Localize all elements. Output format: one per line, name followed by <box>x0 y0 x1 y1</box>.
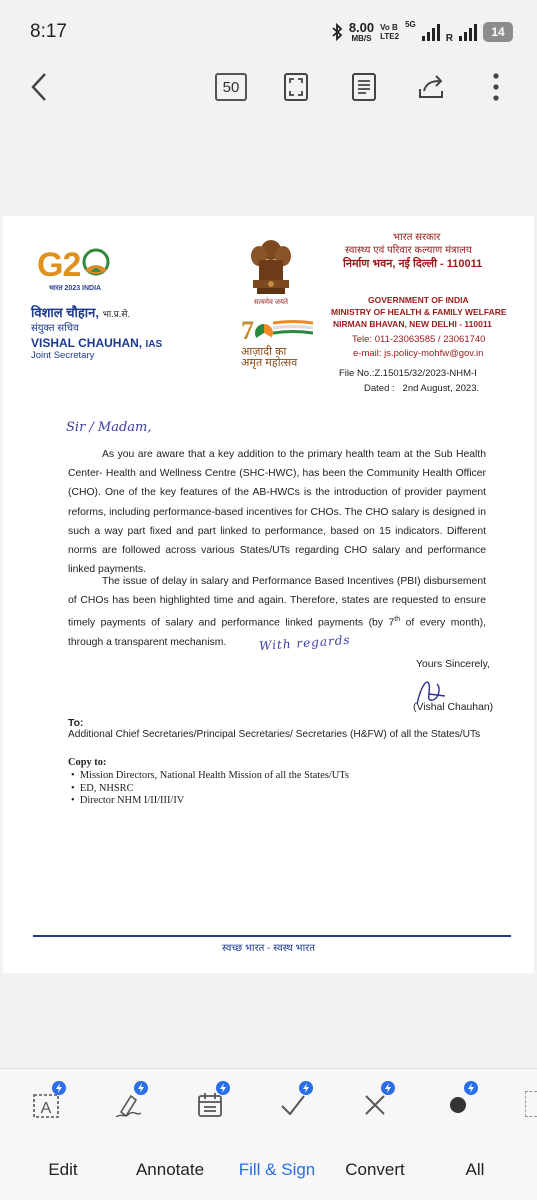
document-page <box>3 216 534 973</box>
gov-hindi-1: भारत सरकार <box>393 232 441 243</box>
signature-tool[interactable] <box>106 1083 150 1127</box>
hindi-title: संयुक्त सचिव <box>31 323 79 334</box>
body-paragraph-1: As you are aware that a key addition to the primary health team at the Sub Health Center- Health and Wellness Centre (SHC-HWC), has been the Community Health Officer (CHO). One of the key features of the AB-HWCs is the introduction of provider payment reforms, including performance-based incentives for CHOs. The CHO salary is designed in such a way part fixed and part linked to performance, based on 15 indicators. Different norms are followed across various States/UTs regarding CHO salary and performance linked payments. <box>68 449 486 576</box>
dot-tool[interactable] <box>436 1083 480 1127</box>
network-type: 5G <box>405 20 416 29</box>
copy-item: • Director NHM I/II/III/IV <box>71 795 185 806</box>
telephone: Tele: 011-23063585 / 23061740 <box>352 334 486 345</box>
gov-hindi-2: स्वास्थ्य एवं परिवार कल्याण मंत्रालय <box>345 245 472 256</box>
closing-line: Yours Sincerely, <box>416 659 490 670</box>
flag-stripes-icon <box>273 320 313 336</box>
gov-en-1: GOVERNMENT OF INDIA <box>368 295 469 305</box>
file-number: File No.:Z.15015/32/2023-NHM-I <box>339 368 477 379</box>
hindi-name: विशाल चौहान, भा.प्र.से. <box>31 305 130 320</box>
share-icon <box>416 73 448 101</box>
premium-badge-icon <box>464 1081 478 1095</box>
copy-item: • ED, NHSRC <box>71 782 134 794</box>
footer-rule <box>33 935 511 937</box>
page-count: 50 <box>215 73 247 101</box>
text-box-tool[interactable] <box>24 1083 68 1127</box>
official-title: Joint Secretary <box>31 350 95 361</box>
share-button[interactable] <box>412 67 452 107</box>
lotus-globe-icon <box>81 248 111 280</box>
premium-badge-icon <box>52 1081 66 1095</box>
volte-indicator: Vo B LTE2 <box>380 23 400 41</box>
bottom-toolbar <box>0 1068 537 1200</box>
g20-text: G2 <box>37 246 81 284</box>
status-icons <box>331 20 513 44</box>
copy-item: • Mission Directors, National Health Mission of all the States/UTs <box>71 770 349 781</box>
top-toolbar <box>0 62 537 112</box>
page-count-button[interactable] <box>211 67 251 107</box>
fullscreen-icon <box>283 72 309 102</box>
signal-icon <box>422 23 440 41</box>
more-options-button[interactable] <box>476 67 516 107</box>
back-button[interactable] <box>20 67 60 107</box>
svg-text:A: A <box>40 1100 52 1117</box>
gov-hindi-3: निर्माण भवन, नई दिल्ली - 110011 <box>343 258 483 270</box>
premium-badge-icon <box>381 1081 395 1095</box>
signatory-name: (Vishal Chauhan) <box>413 702 494 713</box>
checkmark-tool[interactable] <box>271 1083 315 1127</box>
battery-icon: 14 <box>483 22 513 42</box>
email: e-mail: js.policy-mohfw@gov.in <box>353 348 484 359</box>
fullscreen-button[interactable] <box>276 67 316 107</box>
tab-annotate[interactable]: Annotate <box>135 1160 205 1179</box>
gov-en-2: MINISTRY OF HEALTH & FAMILY WELFARE <box>331 307 507 317</box>
cross-tool[interactable] <box>353 1083 397 1127</box>
premium-badge-icon <box>299 1081 313 1095</box>
azadi-line2: अमृत महोत्सव <box>241 357 298 369</box>
more-icon <box>492 72 500 102</box>
tab-edit[interactable]: Edit <box>48 1160 78 1179</box>
handwritten-regards: With regards <box>258 632 351 654</box>
azadi-line1: आज़ादी का <box>241 346 287 358</box>
date-tool[interactable] <box>188 1083 232 1127</box>
g20-subtitle: भारत 2023 INDIA <box>49 285 102 292</box>
body-paragraph-2: The issue of delay in salary and Performance Based Incentives (PBI) disbursement of CHOs has been highlighted time and again. Therefore, states are requested to ensure timely payments of salary and performance linked payments (by 7th of every month), through a transparent mechanism. <box>68 576 486 649</box>
premium-badge-icon <box>134 1081 148 1095</box>
tab-convert[interactable]: Convert <box>345 1160 405 1179</box>
copy-to-label: Copy to: <box>68 757 107 768</box>
g20-logo <box>37 246 117 298</box>
reading-mode-button[interactable] <box>344 67 384 107</box>
reading-mode-icon <box>351 72 377 102</box>
emblem-motto: सत्यमेव जयते <box>253 299 289 306</box>
bluetooth-icon <box>331 23 343 41</box>
to-text: Additional Chief Secretaries/Principal Secretaries/ Secretaries (H&FW) of all the States/UTs <box>68 729 481 740</box>
footer-slogan: स्वच्छ भारत - स्वस्थ भारत <box>222 943 315 954</box>
clock: 8:17 <box>30 21 67 42</box>
gov-en-3: NIRMAN BHAVAN, NEW DELHI - 110011 <box>333 319 492 329</box>
lion-capital-icon <box>243 236 299 298</box>
azadi-75-mark: 7 <box>241 316 273 346</box>
network-speed: 8.00 MB/S <box>348 19 375 43</box>
to-label: To: <box>68 718 84 729</box>
azadi-logo <box>235 316 315 369</box>
back-icon <box>30 72 50 102</box>
roaming-indicator: R <box>445 33 453 44</box>
premium-badge-icon <box>216 1081 230 1095</box>
salutation-handwritten: Sir / Madam, <box>66 420 152 435</box>
signal-icon-2 <box>459 23 477 41</box>
national-emblem <box>243 236 299 310</box>
status-bar <box>0 0 537 62</box>
letter-date: Dated : 2nd August, 2023. <box>364 383 480 394</box>
tab-fill-sign[interactable]: Fill & Sign <box>238 1160 316 1179</box>
tab-all[interactable]: All <box>465 1160 485 1179</box>
copy-to-list <box>71 770 349 808</box>
more-tools-edge[interactable] <box>525 1091 537 1117</box>
official-name: VISHAL CHAUHAN, IAS <box>31 336 163 350</box>
